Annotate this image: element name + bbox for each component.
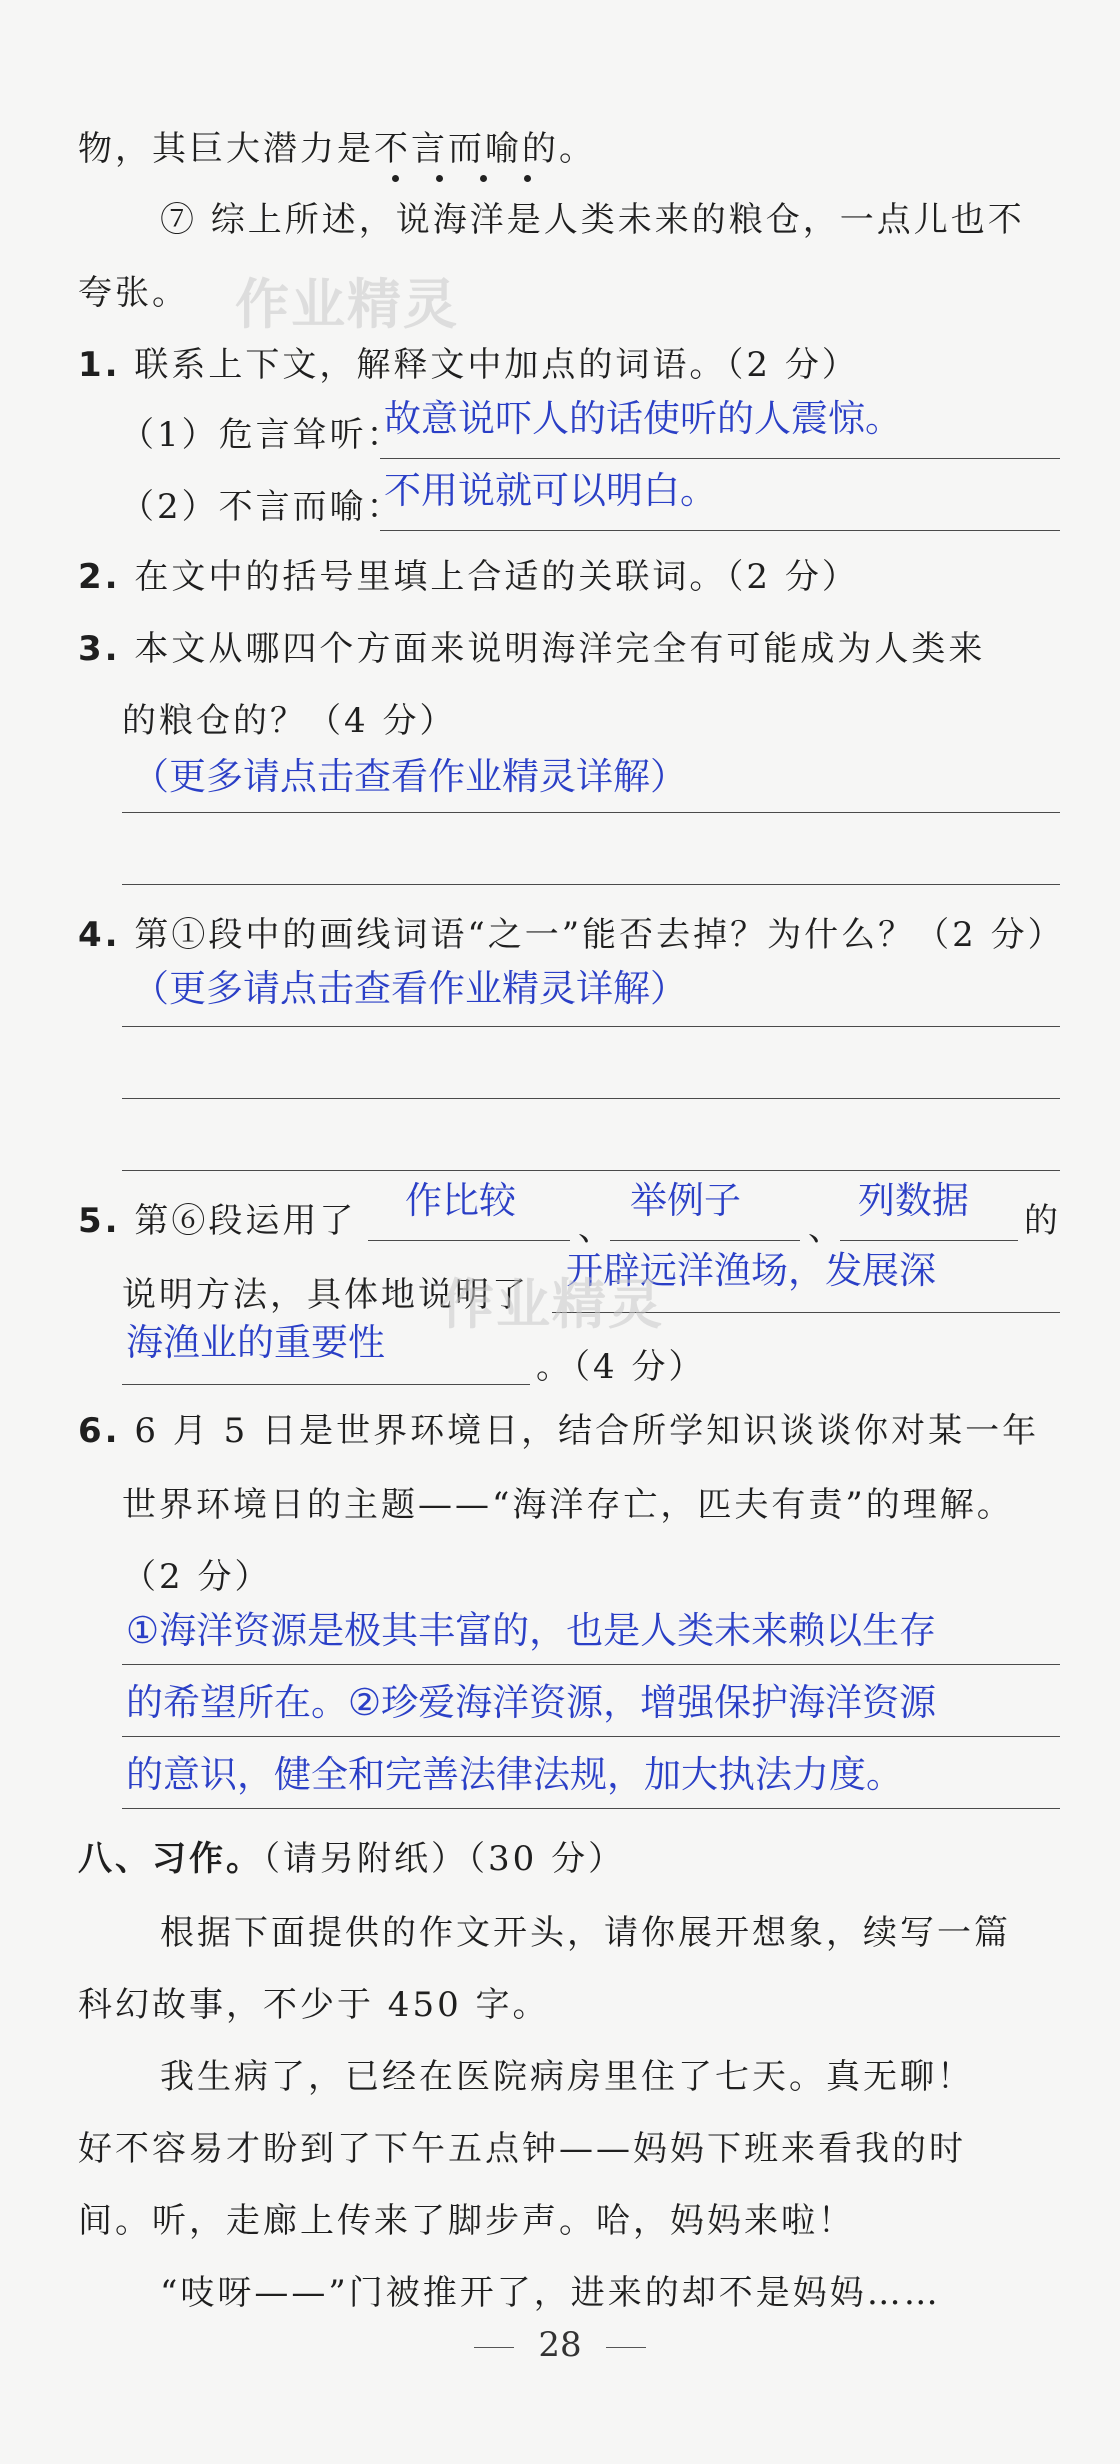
question-text: 联系上下文，解释文中加点的词语。（2 分） [134, 345, 859, 385]
answer-blank [840, 1240, 1018, 1241]
answer-line [122, 1170, 1060, 1171]
answer-line [122, 812, 1060, 813]
answer-line [122, 1384, 530, 1385]
q1-item-2-answer: 不用说就可以明白。 [384, 469, 717, 512]
question-2 [78, 557, 859, 597]
question-number: 6. [78, 1411, 121, 1451]
question-text: 6 月 5 日是世界环境日，结合所学知识谈谈你对某一年 [134, 1411, 1040, 1451]
question-3-cont: 的粮仓的？（4 分） [122, 701, 457, 741]
q5-answer-line-2: 海渔业的重要性 [126, 1321, 385, 1364]
q5-blank-2-answer: 举例子 [630, 1179, 741, 1222]
question-5-suffix: 的 [1024, 1201, 1061, 1241]
answer-line [380, 530, 1060, 531]
answer-blank [368, 1240, 570, 1241]
question-number: 4. [78, 915, 121, 955]
answer-line [122, 1026, 1060, 1027]
watermark: 作业精灵 [440, 1273, 664, 1336]
watermark: 作业精灵 [235, 273, 459, 336]
q3-answer[interactable]: （更多请点击查看作业精灵详解） [132, 755, 687, 798]
question-number: 1. [78, 345, 121, 385]
question-6-line-2: 世界环境日的主题——“海洋存亡，匹夫有责”的理解。 [122, 1485, 1014, 1525]
question-3 [78, 629, 986, 669]
question-5-line-2: 说明方法，具体地说明了 [122, 1275, 529, 1315]
page-number-value: 28 [538, 2325, 582, 2365]
question-6 [78, 1411, 1040, 1451]
emphasis-dot [480, 175, 487, 182]
q5-blank-3-answer: 列数据 [858, 1179, 969, 1222]
separator: 、 [808, 1209, 845, 1249]
section-note: （请另附纸）（30 分） [263, 1839, 626, 1879]
question-5 [78, 1201, 357, 1241]
answer-line [122, 1736, 1060, 1737]
question-1 [78, 345, 859, 385]
question-4 [78, 915, 1065, 955]
passage-line-2: ⑦ 综上所述，说海洋是人类未来的粮仓，一点儿也不 [160, 200, 1025, 240]
answer-line [122, 1664, 1060, 1665]
question-5-end: 。（4 分） [536, 1347, 706, 1387]
prompt-line-1: 根据下面提供的作文开头，请你展开想象，续写一篇 [160, 1913, 1011, 1953]
story-line-4: “吱呀——”门被推开了，进来的却不是妈妈…… [160, 2273, 941, 2313]
story-line-1: 我生病了，已经在医院病房里住了七天。真无聊！ [160, 2057, 974, 2097]
page-number [0, 2325, 1120, 2365]
q6-answer-line-1: ①海洋资源是极其丰富的，也是人类未来赖以生存 [126, 1609, 937, 1652]
question-number: 2. [78, 557, 121, 597]
emphasis-dot [524, 175, 531, 182]
answer-blank [610, 1240, 800, 1241]
passage-line-1: 物，其巨大潜力是不言而喻的。 [78, 129, 596, 169]
section-title: 八、习作。 [78, 1839, 263, 1879]
emphasis-dot [392, 175, 399, 182]
question-number: 5. [78, 1201, 121, 1241]
question-number: 3. [78, 629, 121, 669]
passage-line-3: 夸张。 [78, 273, 189, 313]
q5-answer-line-1: 开辟远洋渔场，发展深 [566, 1249, 936, 1292]
answer-line [380, 458, 1060, 459]
answer-line [122, 884, 1060, 885]
q1-item-2-label: （2）不言而喻： [120, 487, 404, 527]
separator: 、 [578, 1209, 615, 1249]
answer-line [122, 1098, 1060, 1099]
question-text: 第⑥段运用了 [134, 1201, 357, 1241]
question-text: 在文中的括号里填上合适的关联词。（2 分） [134, 557, 859, 597]
question-text: 本文从哪四个方面来说明海洋完全有可能成为人类来 [134, 629, 986, 669]
q1-item-1-answer: 故意说吓人的话使听的人震惊。 [384, 397, 902, 440]
dash-right [606, 2347, 646, 2348]
story-line-2: 好不容易才盼到了下午五点钟——妈妈下班来看我的时 [78, 2129, 966, 2169]
q5-blank-1-answer: 作比较 [405, 1179, 516, 1222]
dash-left [474, 2347, 514, 2348]
emphasis-dot [436, 175, 443, 182]
section-8-heading [78, 1839, 626, 1879]
answer-line [122, 1808, 1060, 1809]
q1-item-1-label: （1）危言耸听： [120, 415, 404, 455]
q6-answer-line-2: 的希望所在。②珍爱海洋资源，增强保护海洋资源 [126, 1681, 937, 1724]
q6-answer-line-3: 的意识，健全和完善法律法规，加大执法力度。 [126, 1753, 903, 1796]
prompt-line-2: 科幻故事，不少于 450 字。 [78, 1985, 550, 2025]
q4-answer[interactable]: （更多请点击查看作业精灵详解） [132, 967, 687, 1010]
question-6-line-3: （2 分） [122, 1557, 272, 1597]
story-line-3: 间。听，走廊上传来了脚步声。哈，妈妈来啦！ [78, 2201, 855, 2241]
question-text: 第①段中的画线词语“之一”能否去掉？为什么？（2 分） [134, 915, 1065, 955]
